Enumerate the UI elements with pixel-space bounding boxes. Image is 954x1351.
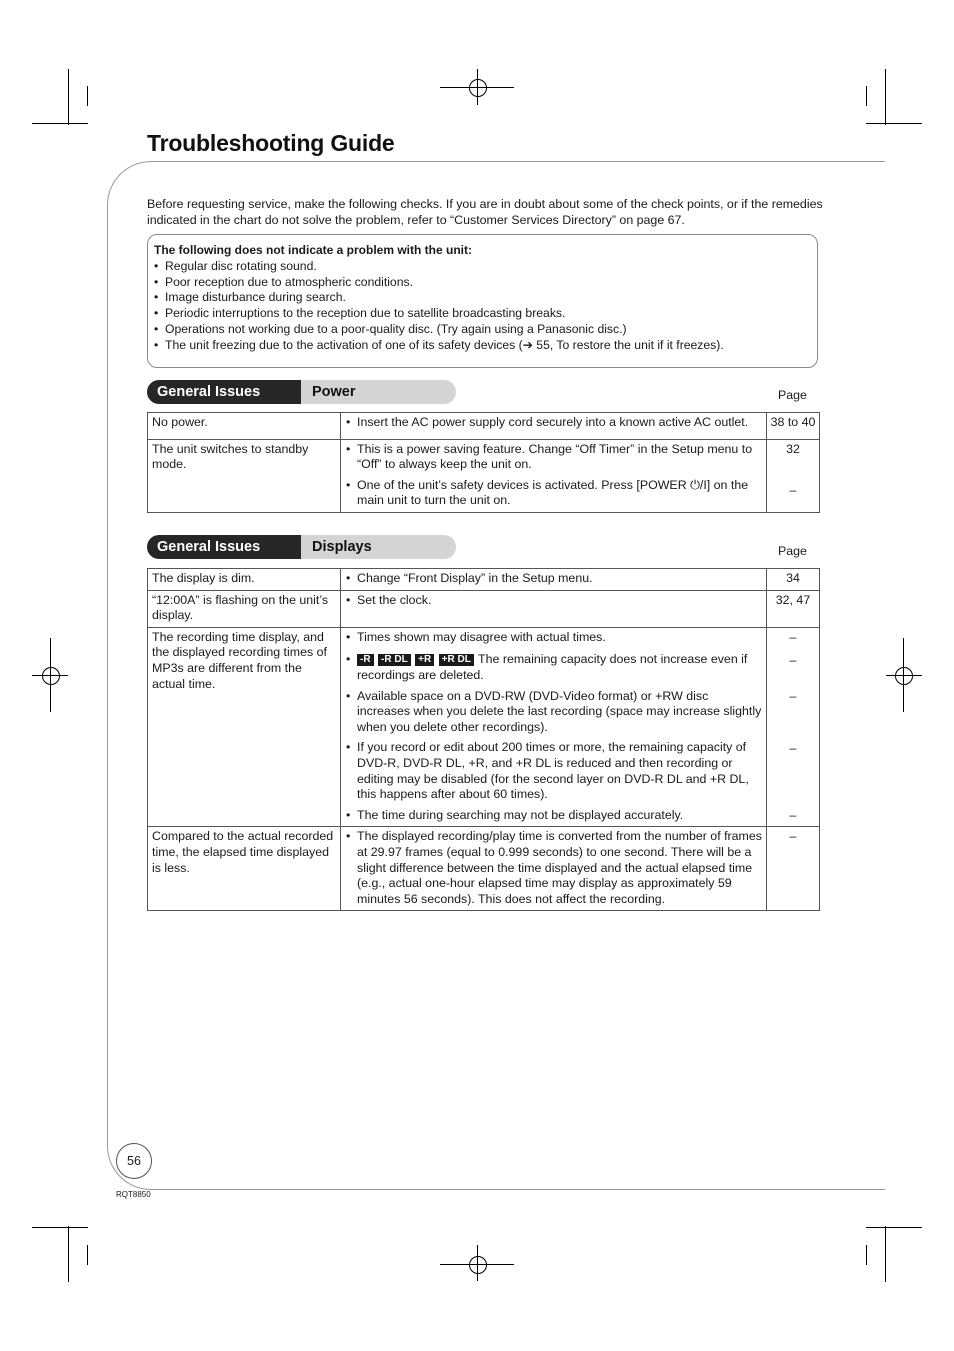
disc-badge: +R DL — [439, 654, 474, 666]
remedy-text: Set the clock. — [357, 592, 432, 607]
remedy-text: One of the unit’s safety devices is activated. Press [POWER ⏻/I] on the main unit to turn the unit on. — [357, 477, 749, 508]
remedy-text: The displayed recording/play time is converted from the number of frames at 29.97 frames (equal to 0.999 seconds) to one second. There will be a slight difference between the time displayed and the actual elapsed time (e.g., actual one-hour elapsed time may display as approximately 59 minutes 56 seconds). This does not affect the recording. — [357, 829, 762, 906]
page-ref: – — [789, 652, 797, 667]
remedy-cell: • Change “Front Display” in the Setup menu. — [341, 569, 767, 591]
disc-badge: -R — [357, 654, 374, 666]
remedy-cell: • The displayed recording/play time is converted from the number of frames at 29.97 frames (equal to 0.999 seconds) to one second. There will be a slight difference between the time displayed and the actual elapsed time (e.g., actual one-hour elapsed time may display as approximately 59 minutes 56 seconds). This does not affect the recording. — [341, 827, 767, 911]
notice-item: • Poor reception due to atmospheric conditions. — [154, 274, 413, 289]
section-category: General Issues — [147, 380, 301, 404]
model-code: RQT8850 — [116, 1190, 151, 1199]
page-number: 56 — [116, 1143, 152, 1179]
page-cell — [767, 827, 820, 911]
table-row — [148, 627, 820, 827]
problem-cell: The recording time display, and the displayed recording times of MP3s are different from the actual time. — [148, 627, 341, 827]
section-header-power — [147, 380, 456, 404]
remedy-text: The time during searching may not be displayed accurately. — [357, 807, 684, 822]
page-title: Troubleshooting Guide — [147, 130, 395, 156]
page-ref: 32, 47 — [775, 592, 811, 607]
notice-item: • Periodic interruptions to the reception due to satellite broadcasting breaks. — [154, 306, 566, 321]
notice-box — [147, 234, 818, 368]
remedy-cell: • Set the clock. — [341, 590, 767, 627]
page-ref: 38 to 40 — [770, 415, 816, 429]
disc-badge: -R DL — [378, 654, 411, 666]
remedy-cell: • Times shown may disagree with actual times. • -R -R DL +R +R DL The remaining capacity does not increase even if recordings are deleted. • Available space on a DVD-RW (DVD-Video format) or +RW disc increases when you delete the last recording (space may increase slightly when you delete other recordings). • If you record or edit about 200 times or more, the remaining capacity of DVD-R, DVD-R DL, +R, and +R DL is reduced and then recording or editing may be disabled (for the second layer on DVD-R DL and +R DL, this happens after about 60 times). • The time during searching may not be displayed accurately. — [341, 627, 767, 827]
disc-badges — [357, 652, 475, 666]
section-category: General Issues — [147, 535, 301, 559]
remedy-text: The remaining capacity does not increase even if recordings are deleted. — [357, 652, 748, 682]
problem-cell: “12:00A” is flashing on the unit’s display. — [148, 590, 341, 627]
notice-title: The following does not indicate a problem with the unit: — [154, 243, 472, 257]
page-ref: – — [789, 629, 797, 644]
problem-cell: No power. — [148, 413, 341, 440]
page-ref: – — [789, 807, 797, 822]
disc-badge: +R — [415, 654, 434, 666]
table-row — [148, 439, 820, 512]
troubleshooting-table-displays — [147, 568, 820, 911]
intro-text: Before requesting service, make the following checks. If you are in doubt about some of the check points, or if the remedies indicated in the chart do not solve the problem, refer to “Customer Services Directory” on page 67. — [147, 197, 823, 227]
problem-cell: The unit switches to standby mode. — [148, 439, 341, 512]
remedy-cell: • This is a power saving feature. Change “Off Timer” in the Setup menu to “Off” to always keep the unit on. • One of the unit’s safety devices is activated. Press [POWER ⏻/I] on the main unit to turn the unit on. — [341, 439, 767, 512]
remedy-text: Times shown may disagree with actual times. — [357, 629, 606, 644]
page-ref: – — [789, 482, 797, 497]
page-ref: – — [789, 688, 797, 703]
remedy-text: This is a power saving feature. Change “Off Timer” in the Setup menu to “Off” to always keep the unit on. — [357, 441, 753, 472]
page-cell — [767, 413, 820, 440]
page-ref: 34 — [786, 571, 800, 585]
table-row — [148, 413, 820, 440]
table-row — [148, 569, 820, 591]
page-column-label: Page — [778, 544, 807, 558]
remedy-cell: • Insert the AC power supply cord securely into a known active AC outlet. — [341, 413, 767, 440]
notice-item: • Regular disc rotating sound. — [154, 258, 317, 273]
troubleshooting-table-power — [147, 412, 820, 513]
notice-item: • Image disturbance during search. — [154, 290, 346, 305]
page-ref: – — [789, 740, 797, 755]
section-topic: Power — [301, 380, 456, 404]
page-cell — [767, 439, 820, 512]
page-ref: 32 — [786, 441, 800, 456]
problem-cell: Compared to the actual recorded time, the elapsed time displayed is less. — [148, 827, 341, 911]
notice-item: • Operations not working due to a poor-quality disc. (Try again using a Panasonic disc.) — [154, 321, 627, 336]
page-cell — [767, 590, 820, 627]
section-topic: Displays — [301, 535, 456, 559]
problem-cell: The display is dim. — [148, 569, 341, 591]
remedy-text: If you record or edit about 200 times or more, the remaining capacity of DVD-R, DVD-R DL, +R, and +R DL is reduced and then recording or editing may be disabled (for the second layer on DVD-R DL and +R DL, this happens after about 60 times). — [357, 740, 749, 802]
page-ref: – — [789, 829, 797, 844]
remedy-text: Available space on a DVD-RW (DVD-Video format) or +RW disc increases when you delete the last recording (space may increase slightly when you delete other recordings). — [357, 688, 762, 734]
table-row — [148, 827, 820, 911]
page-cell — [767, 569, 820, 591]
section-header-displays — [147, 535, 456, 559]
remedy-text: Change “Front Display” in the Setup menu. — [357, 571, 593, 585]
table-row — [148, 590, 820, 627]
notice-item: • The unit freezing due to the activation of one of its safety devices (➔ 55, To restore the unit if it freezes). — [154, 337, 724, 352]
remedy-text: Insert the AC power supply cord securely into a known active AC outlet. — [357, 415, 749, 429]
page-cell — [767, 627, 820, 827]
page-column-label: Page — [778, 388, 807, 402]
